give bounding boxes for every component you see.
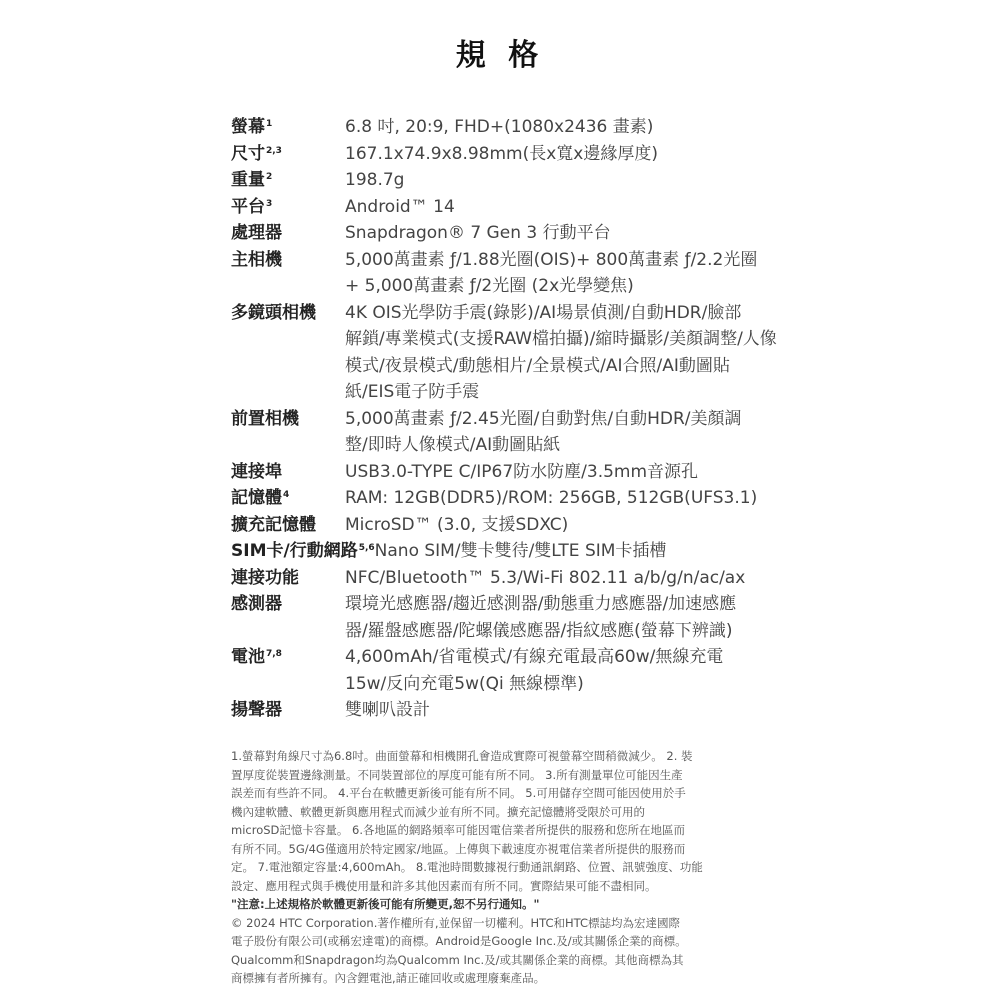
- spec-label: 記憶體$^4$: [231, 488, 290, 508]
- footnote-ref: 1: [266, 119, 273, 129]
- spec-row: [231, 538, 791, 565]
- footnote-ref: 3: [266, 198, 273, 209]
- footnote-line: microSD記憶卡容量。 6.各地區的網路頻率可能因電信業者所提供的服務和您所在地區而: [231, 823, 686, 837]
- spec-label: 連接功能: [231, 567, 299, 588]
- spec-value: 6.8 吋, 20:9, FHD+(1080x2436 畫素): [345, 117, 654, 137]
- copyright-line: 商標擁有者所擁有。內含鋰電池,請正確回收或處理廢棄產品。: [231, 971, 546, 985]
- spec-row: [231, 167, 791, 194]
- spec-label: 擴充記憶體: [231, 514, 316, 535]
- spec-row: [231, 512, 791, 539]
- spec-row: [231, 247, 791, 300]
- spec-row: [231, 459, 791, 486]
- spec-label: 處理器: [231, 223, 282, 243]
- spec-label: 多鏡頭相機: [231, 302, 316, 323]
- spec-value: 5,000萬畫素 ƒ/2.45光圈/自動對焦/自動HDR/美顏調 整/即時人像模式/AI動圖貼紙: [345, 408, 742, 455]
- spec-value: 5,000萬畫素 ƒ/1.88光圈(OIS)+ 800萬畫素 ƒ/2.2光圈 + 5,000萬畫素 ƒ/2光圈 (2x光學變焦): [345, 249, 758, 296]
- footnote-ref: 7,8: [266, 649, 282, 659]
- spec-value: Nano SIM/雙卡雙待/雙LTE SIM卡插槽: [374, 541, 667, 561]
- spec-row: [231, 697, 791, 724]
- spec-label: 主相機: [231, 249, 282, 270]
- copyright-line: Qualcomm和Snapdragon均為Qualcomm Inc.及/或其關係企業的商標。其他商標為其: [231, 952, 684, 967]
- spec-row: [231, 406, 791, 459]
- spec-row: [231, 141, 791, 168]
- spec-value: 雙喇叭設計: [345, 700, 430, 720]
- footnotes: [231, 747, 779, 988]
- footnote-line: 置厚度從裝置邊緣測量。不同裝置部位的厚度可能有所不同。 3.所有測量單位可能因生產: [231, 767, 683, 782]
- spec-value: 4,600mAh/省電模式/有線充電最高60w/無線充電 15w/反向充電5w(Qi 無線標準): [345, 647, 724, 694]
- footnote-ref: 2,3: [266, 145, 282, 156]
- spec-value: RAM: 12GB(DDR5)/ROM: 256GB, 512GB(UFS3.1): [345, 488, 758, 508]
- spec-row: [231, 114, 791, 141]
- footnote-line: 有所不同。5G/4G僅適用於特定國家/地區。上傳與下載速度亦視電信業者所提供的服務而: [231, 841, 686, 856]
- footnote-ref: 5,6: [358, 543, 375, 553]
- footnote-ref: 4: [283, 490, 290, 500]
- spec-label: 螢幕$^1$: [231, 117, 273, 137]
- spec-label: 前置相機: [231, 408, 299, 429]
- spec-label: 電池$^{7,8}$: [231, 647, 282, 667]
- spec-label: 重量$^2$: [231, 170, 273, 190]
- spec-value: USB3.0-TYPE C/IP67防水防塵/3.5mm音源孔: [345, 461, 699, 482]
- footnote-line: 誤差而有些許不同。 4.平台在軟體更新後可能有所不同。 5.可用儲存空間可能因使用於手: [231, 786, 686, 800]
- spec-label: 揚聲器: [231, 700, 282, 720]
- copyright-line: 電子股份有限公司(或稱宏達電)的商標。Android是Google Inc.及/或其關係企業的商標。: [231, 934, 687, 948]
- spec-value: 167.1x74.9x8.98mm(長x寬x邊緣厚度): [345, 143, 658, 164]
- spec-row: [231, 565, 791, 592]
- spec-label: 感測器: [231, 594, 282, 614]
- spec-label: 連接埠: [231, 461, 282, 482]
- spec-value: Android™ 14: [345, 196, 455, 217]
- footnote-ref: 2: [266, 172, 273, 182]
- footnote-line: 機內建軟體、軟體更新與應用程式而減少並有所不同。擴充記憶體將受限於可用的: [231, 804, 645, 819]
- page-title: 規 格: [455, 38, 545, 73]
- copyright-line: © 2024 HTC Corporation.著作權所有,並保留一切權利。HTC和HTC標誌均為宏達國際: [231, 915, 681, 930]
- footnote-line: 定。 7.電池額定容量:4,600mAh。 8.電池時間數據視行動通訊網路、位置、訊號強度、功能: [231, 860, 703, 874]
- spec-label: SIM卡/行動網路$^{5,6}$: [231, 541, 375, 561]
- spec-label: 平台$^3$: [231, 196, 273, 217]
- spec-value: MicroSD™ (3.0, 支援SDXC): [345, 514, 569, 535]
- spec-row: [231, 644, 791, 697]
- spec-row: [231, 591, 791, 644]
- spec-value: 4K OIS光學防手震(錄影)/AI場景偵測/自動HDR/臉部 解鎖/專業模式(支援RAW檔拍攝)/縮時攝影/美顏調整/人像 模式/夜景模式/動態相片/全景模式/AI合照/AI動圖貼 紙/EIS電子防手震: [345, 302, 777, 402]
- spec-row: [231, 485, 791, 512]
- spec-row: [231, 194, 791, 221]
- update-warning: "注意:上述規格於軟體更新後可能有所變更,恕不另行通知。": [231, 897, 540, 911]
- spec-row: [231, 220, 791, 247]
- spec-table: [231, 114, 791, 724]
- spec-label: 尺寸$^{2,3}$: [231, 143, 282, 164]
- footnote-line: 1.螢幕對角線尺寸為6.8吋。曲面螢幕和相機開孔會造成實際可視螢幕空間稍微減少。 2. 裝: [231, 749, 693, 763]
- spec-value: 環境光感應器/趨近感測器/動態重力感應器/加速感應 器/羅盤感應器/陀螺儀感應器/指紋感應(螢幕下辨識): [345, 594, 737, 641]
- footnote-line: 設定、應用程式與手機使用量和許多其他因素而有所不同。實際結果可能不盡相同。: [231, 878, 657, 893]
- spec-row: [231, 300, 791, 406]
- spec-value: NFC/Bluetooth™ 5.3/Wi-Fi 802.11 a/b/g/n/ac/ax: [345, 567, 746, 588]
- spec-value: 198.7g: [345, 170, 405, 190]
- spec-value: Snapdragon® 7 Gen 3 行動平台: [345, 223, 611, 243]
